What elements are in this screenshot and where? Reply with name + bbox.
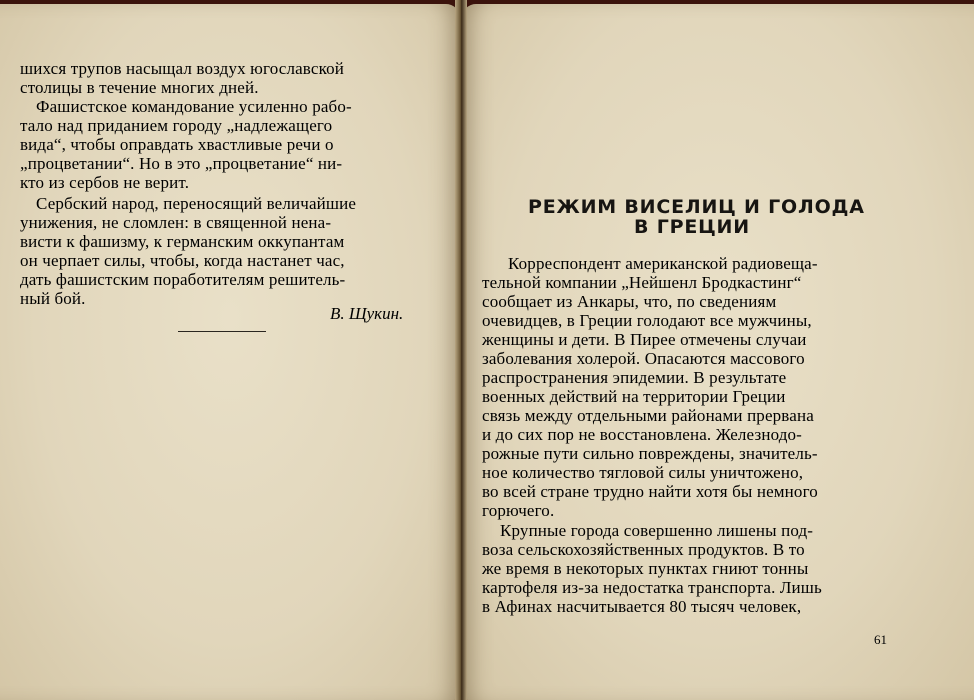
right-line-13: во всей стране трудно найти хотя бы немного: [482, 482, 818, 501]
left-line-10: висти к фашизму, к германским оккупантам: [20, 232, 345, 251]
right-line-14: горючего.: [482, 501, 555, 520]
left-line-5: вида“, чтобы оправдать хвастливые речи о: [20, 135, 334, 154]
left-line-11: он черпает силы, чтобы, когда настанет час,: [20, 251, 345, 270]
right-line-15: Крупные города совершенно лишены под-: [500, 521, 814, 540]
left-line-8: Сербский народ, переносящий величайшие: [36, 194, 357, 213]
left-line-12: дать фашистским поработителям решитель-: [20, 270, 346, 289]
right-line-19: в Афинах насчитывается 80 тысяч человек,: [482, 597, 802, 616]
right-line-7: распространения эпидемии. В результате: [482, 368, 787, 387]
left-line-7: кто из сербов не верит.: [20, 173, 190, 192]
right-line-18: картофеля из-за недостатка транспорта. Лишь: [482, 578, 822, 597]
article-heading-line-1: РЕЖИМ ВИСЕЛИЦ И ГОЛОДА: [528, 196, 865, 218]
left-line-2: столицы в течение многих дней.: [20, 78, 259, 97]
right-line-5: женщины и дети. В Пирее отмечены случаи: [482, 330, 807, 349]
left-line-6: „процветании“. Но в это „процветание“ ни-: [20, 154, 343, 173]
right-line-1: Корреспондент американской радиовеща-: [508, 254, 818, 273]
author-signature: В. Щукин.: [330, 304, 404, 323]
right-line-6: заболевания холерой. Опасаются массового: [482, 349, 805, 368]
left-line-4: тало над приданием городу „надлежащего: [20, 116, 333, 135]
right-line-16: воза сельскохозяйственных продуктов. В то: [482, 540, 805, 559]
article-heading-line-2: В ГРЕЦИИ: [634, 216, 750, 238]
right-line-12: ное количество тягловой силы уничтожено,: [482, 463, 804, 482]
left-line-1: шихся трупов насыщал воздух югославской: [20, 59, 345, 78]
left-line-3: Фашистское командование усиленно рабо-: [36, 97, 352, 116]
page-number: 61: [874, 632, 887, 647]
right-line-17: же время в некоторых пунктах гниют тонны: [482, 559, 809, 578]
left-line-9: унижения, не сломлен: в священной нена-: [20, 213, 332, 232]
left-line-13: ный бой.: [20, 289, 86, 308]
right-line-11: рожные пути сильно повреждены, значитель-: [482, 444, 818, 463]
right-line-9: связь между отдельными районами прервана: [482, 406, 814, 425]
right-line-10: и до сих пор не восстановлена. Железнодо-: [482, 425, 802, 444]
section-divider: [178, 331, 266, 332]
right-line-4: очевидцев, в Греции голодают все мужчины,: [482, 311, 812, 330]
right-line-8: военных действий на территории Греции: [482, 387, 786, 406]
right-line-3: сообщает из Анкары, что, по сведениям: [482, 292, 777, 311]
right-line-2: тельной компании „Нейшенл Бродкастинг“: [482, 273, 802, 292]
book-gutter: [455, 0, 467, 700]
